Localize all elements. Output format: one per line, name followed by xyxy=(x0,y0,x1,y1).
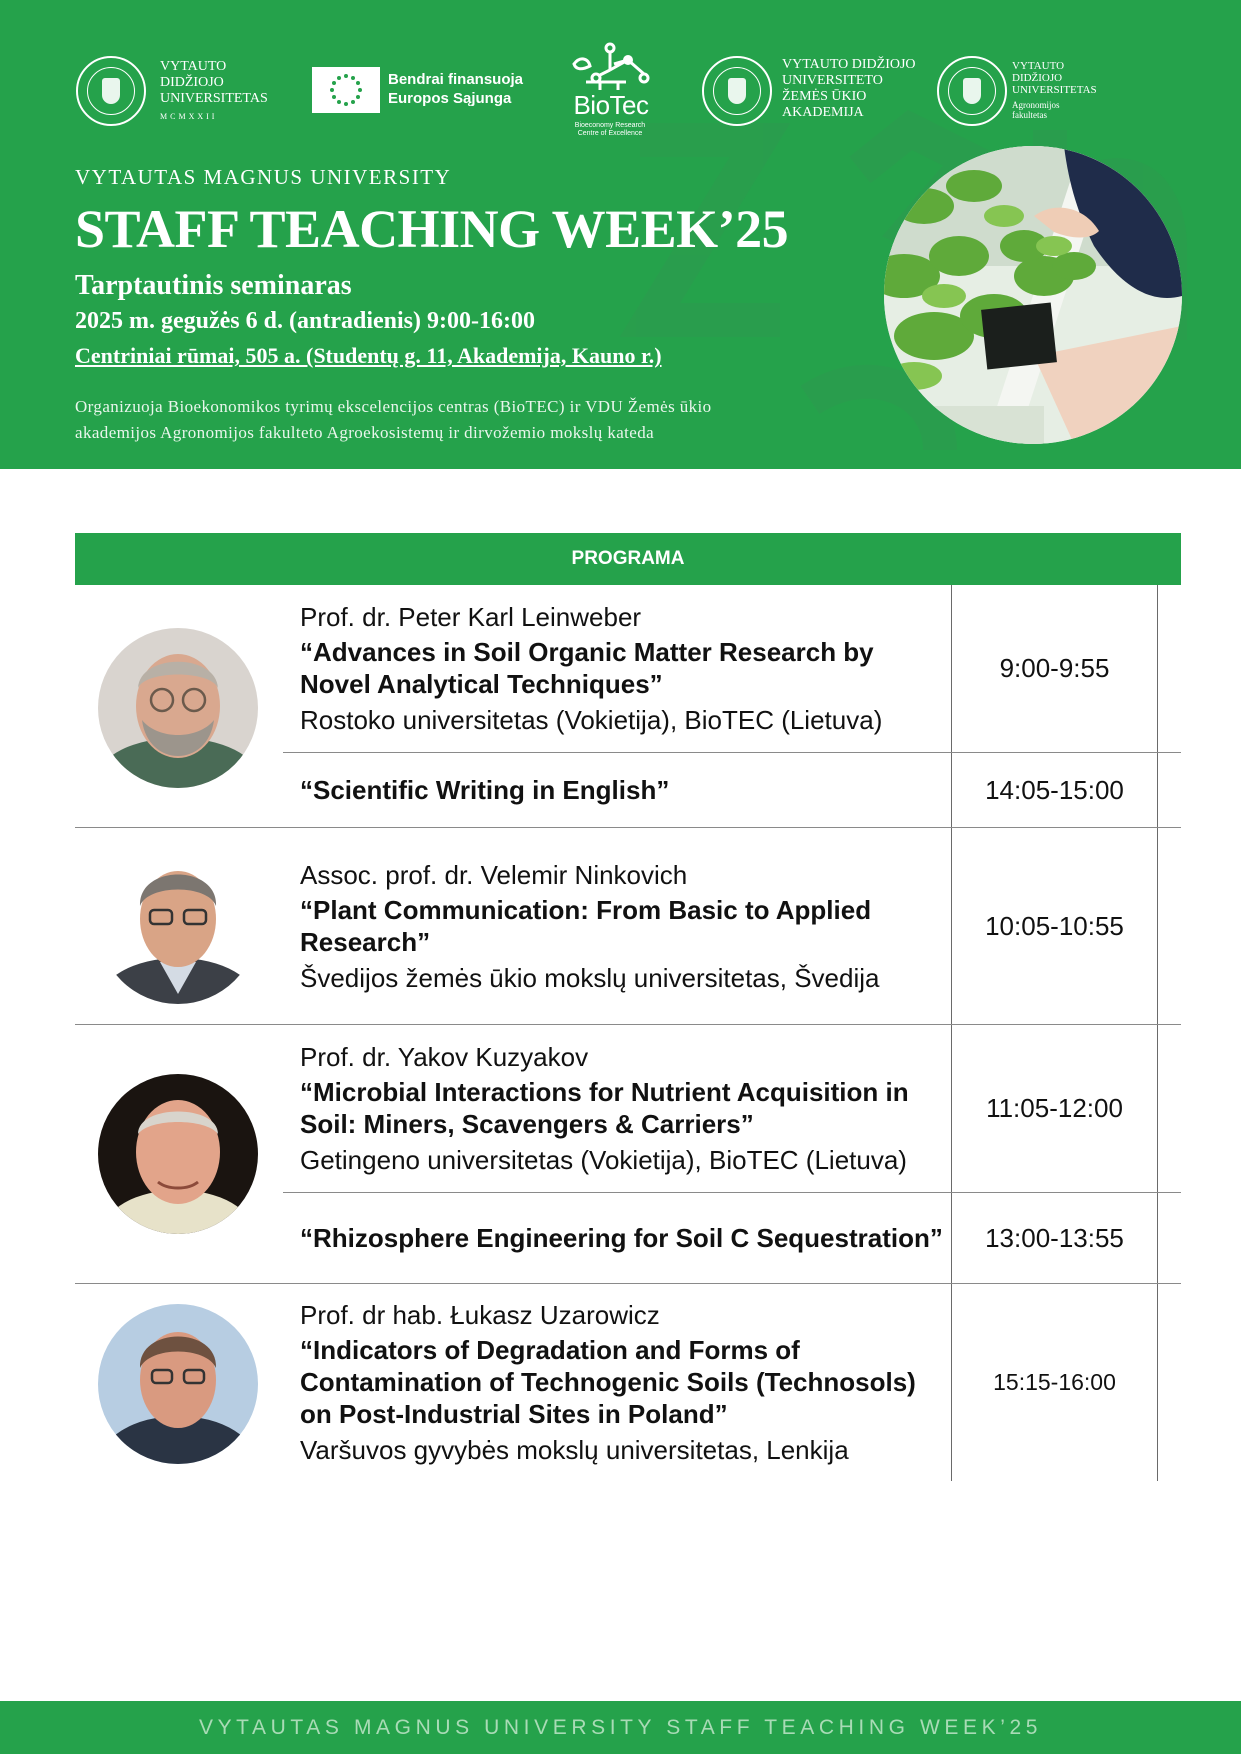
speaker-photo-kuzyakov xyxy=(98,1074,258,1234)
faculty-seal-logo xyxy=(937,56,1007,126)
speaker-name: Prof. dr. Yakov Kuzyakov xyxy=(300,1042,589,1072)
speaker-affiliation: Švedijos žemės ūkio mokslų universitetas, Švedija xyxy=(300,962,880,993)
speaker-row xyxy=(75,585,1181,828)
talk-title: “Scientific Writing in English” xyxy=(300,775,670,805)
vdu-seal-logo xyxy=(76,56,146,126)
talk-time: 14:05-15:00 xyxy=(951,753,1158,827)
talk-title: “Plant Communication: From Basic to Applied Research” xyxy=(300,894,872,957)
biotec-logo-subtitle: Bioeconomy Research Centre of Excellence xyxy=(574,122,646,137)
avatar-cell xyxy=(75,828,283,1024)
speaker-photo-leinweber xyxy=(98,628,258,788)
university-name: VYTAUTAS MAGNUS UNIVERSITY xyxy=(75,165,452,189)
speaker-row xyxy=(75,828,1181,1025)
footer-banner: VYTAUTAS MAGNUS UNIVERSITY STAFF TEACHING WEEK’25 xyxy=(0,1701,1241,1754)
speaker-photo-uzarowicz xyxy=(98,1304,258,1464)
talk-time: 10:05-10:55 xyxy=(951,828,1158,1024)
event-venue: Centriniai rūmai, 505 a. (Studentų g. 11, Akademija, Kauno r.) xyxy=(75,343,662,368)
organizer-note: Organizuoja Bioekonomikos tyrimų ekscelencijos centras (BioTEC) ir VDU Žemės ūkio akademijos Agronomijos fakulteto Agroekosistemų ir dirvožemio mokslų kateda xyxy=(75,397,712,442)
biotec-molecule-icon xyxy=(566,42,666,94)
logo-strip xyxy=(0,0,1241,150)
avatar-cell xyxy=(75,1284,283,1481)
speaker-name: Assoc. prof. dr. Velemir Ninkovich xyxy=(300,859,688,890)
speaker-affiliation: Varšuvos gyvybės mokslų universitetas, Lenkija xyxy=(300,1435,849,1465)
event-date: 2025 m. gegužės 6 d. (antradienis) 9:00-16:00 xyxy=(75,308,535,334)
speaker-row xyxy=(75,1025,1181,1284)
academy-seal-logo xyxy=(702,56,772,126)
eu-flag-icon xyxy=(312,67,380,113)
talk-title: “Microbial Interactions for Nutrient Acquisition in Soil: Miners, Scavengers & Carriers” xyxy=(300,1077,909,1139)
speaker-name: Prof. dr. Peter Karl Leinweber xyxy=(300,602,642,632)
talk-title: “Rhizosphere Engineering for Soil C Sequestration” xyxy=(300,1223,943,1253)
avatar-cell xyxy=(75,585,283,827)
program-table xyxy=(75,533,1181,1481)
faculty-logo-text: VYTAUTO DIDŽIOJO UNIVERSITETAS Agronomijos fakultetas xyxy=(1012,60,1097,120)
avatar-cell xyxy=(75,1025,283,1283)
talk-title: “Advances in Soil Organic Matter Research by Novel Analytical Techniques” xyxy=(300,637,874,699)
talk-time: 13:00-13:55 xyxy=(951,1193,1158,1283)
vdu-logo-text: VYTAUTO DIDŽIOJO UNIVERSITETAS MCMXXII xyxy=(160,59,268,121)
speaker-affiliation: Getingeno universitetas (Vokietija), BioTEC (Lietuva) xyxy=(300,1145,907,1175)
talk-time: 9:00-9:55 xyxy=(951,585,1158,752)
program-heading: PROGRAMA xyxy=(75,533,1181,585)
biotec-logo-name: BioTec xyxy=(573,90,649,120)
academy-logo-text: VYTAUTO DIDŽIOJO UNIVERSITETO ŽEMĖS ŪKIO AKADEMIJA xyxy=(782,57,916,120)
talk-title: “Indicators of Degradation and Forms of Contamination of Technogenic Soils (Technosols) on Post-Industrial Sites in Poland” xyxy=(300,1335,916,1429)
event-subtitle: Tarptautinis seminaras xyxy=(75,270,352,301)
plant-seedlings-photo xyxy=(884,146,1182,444)
speaker-name: Prof. dr hab. Łukasz Uzarowicz xyxy=(300,1300,660,1330)
header-banner xyxy=(0,0,1241,469)
speaker-photo-ninkovich xyxy=(98,844,258,1004)
eu-logo-text: Bendrai finansuoja Europos Sąjunga xyxy=(388,71,524,107)
talk-time: 15:15-16:00 xyxy=(951,1284,1158,1481)
page-title: STAFF TEACHING WEEK’25 xyxy=(75,199,789,259)
speaker-row xyxy=(75,1284,1181,1481)
speaker-affiliation: Rostoko universitetas (Vokietija), BioTEC (Lietuva) xyxy=(300,705,883,735)
talk-time: 11:05-12:00 xyxy=(951,1025,1158,1192)
